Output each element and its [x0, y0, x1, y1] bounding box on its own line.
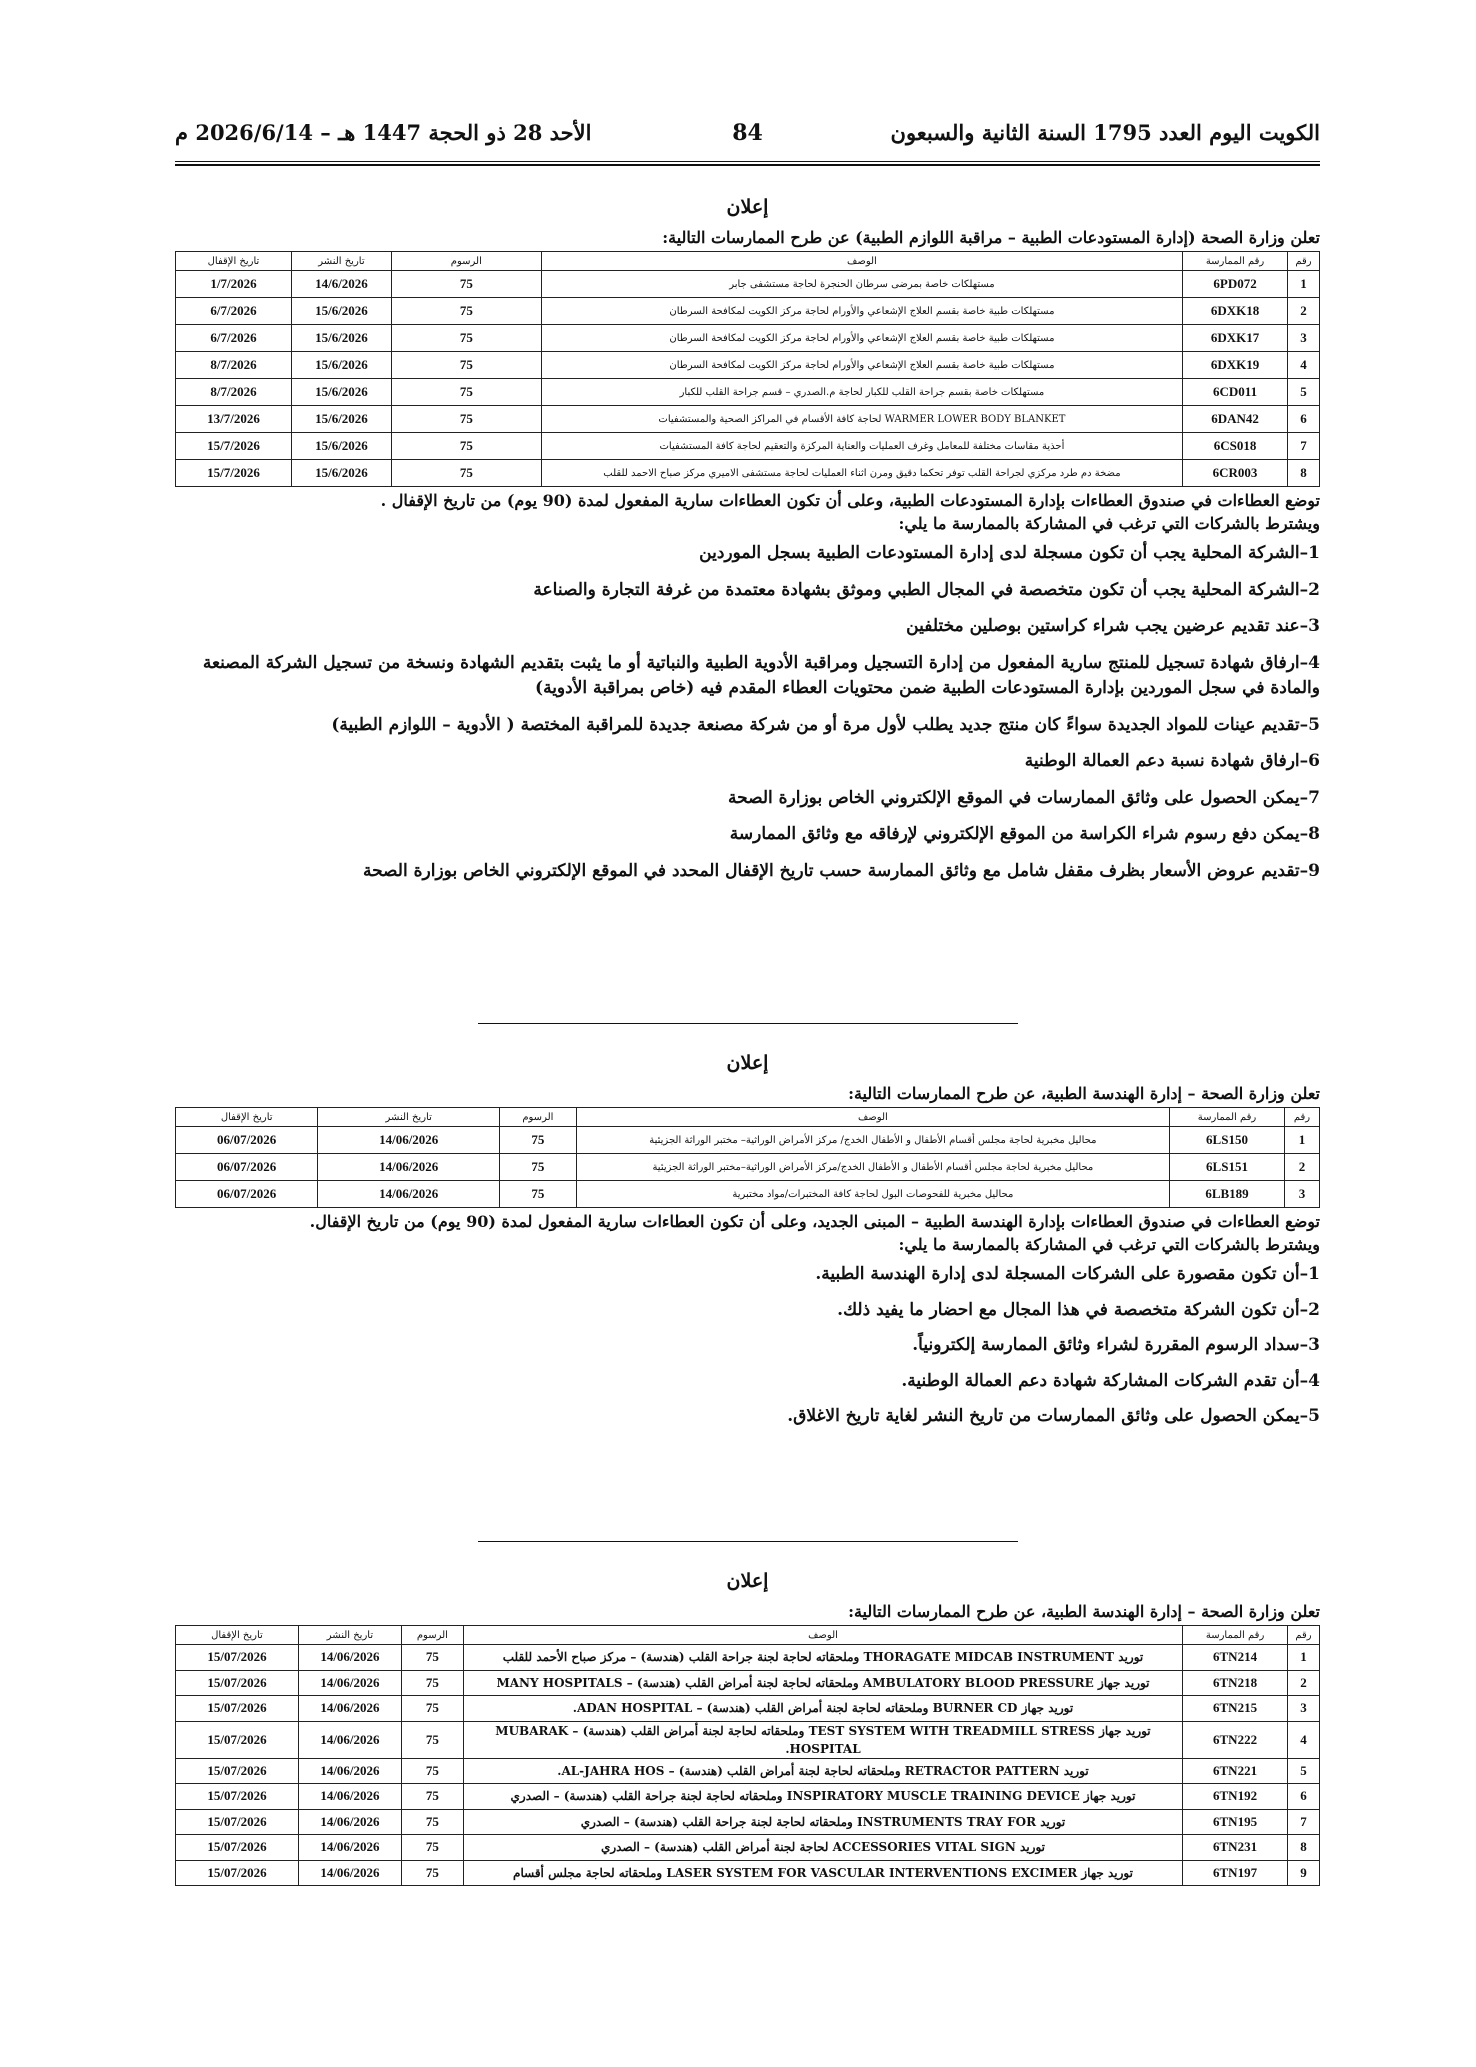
col-header-code: رقم الممارسة: [1183, 1626, 1288, 1645]
announcement-intro: تعلن وزارة الصحة – إدارة الهندسة الطبية، عن طرح الممارسات التالية:: [848, 1084, 1320, 1103]
cell-close: 6/7/2026: [176, 298, 292, 325]
cell-no: 8: [1288, 460, 1320, 487]
cell-code: 6TN222: [1183, 1721, 1288, 1758]
cell-close: 06/07/2026: [176, 1154, 318, 1181]
deposit-note: توضع العطاءات في صندوق العطاءات بإدارة المستودعات الطبية، وعلى أن تكون العطاءات سارية المفعول لمدة (90 يوم) من تاريخ الإقفال .: [380, 491, 1320, 510]
col-header-fee: الرسوم: [391, 252, 541, 271]
cell-desc: أحذية مقاسات مختلفة للمعامل وغرف العمليات والعناية المركزة والتعقيم لحاجة كافة المستشفيات: [541, 433, 1182, 460]
cell-code: 6LB189: [1170, 1181, 1285, 1208]
cell-no: 1: [1288, 271, 1320, 298]
cell-desc: WARMER LOWER BODY BLANKET لحاجة كافة الأقسام في المراكز الصحية والمستشفيات: [541, 406, 1182, 433]
cell-pub: 14/6/2026: [291, 271, 391, 298]
cell-pub: 14/06/2026: [298, 1670, 401, 1696]
cell-code: 6PD072: [1183, 271, 1288, 298]
cell-no: 1: [1288, 1645, 1320, 1671]
issue-date: الأحد 28 ذو الحجة 1447 هـ – 2026/6/14 م: [175, 120, 592, 145]
table-row: [176, 1784, 1320, 1810]
cell-close: 15/07/2026: [176, 1860, 299, 1886]
cell-fee: 75: [401, 1670, 463, 1696]
table-row: [176, 379, 1320, 406]
col-header-fee: الرسوم: [500, 1108, 577, 1127]
announcement-title: إعلان: [726, 196, 769, 218]
cell-fee: 75: [500, 1127, 577, 1154]
condition-item: 8–يمكن دفع رسوم شراء الكراسة من الموقع الإلكتروني لإرفاقه مع وثائق الممارسة: [729, 824, 1320, 845]
cell-no: 6: [1288, 406, 1320, 433]
cell-pub: 15/6/2026: [291, 298, 391, 325]
col-header-desc: الوصف: [576, 1108, 1169, 1127]
col-header-no: رقم: [1288, 252, 1320, 271]
col-header-close: تاريخ الإقفال: [176, 1626, 299, 1645]
col-header-desc: الوصف: [541, 252, 1182, 271]
cell-no: 4: [1288, 352, 1320, 379]
cell-close: 8/7/2026: [176, 352, 292, 379]
table-row: [176, 1127, 1320, 1154]
condition-item: 1–أن تكون مقصورة على الشركات المسجلة لدى إدارة الهندسة الطبية.: [815, 1264, 1320, 1285]
cell-close: 6/7/2026: [176, 325, 292, 352]
cell-desc: محاليل مخبرية لحاجة مجلس أقسام الأطفال و الأطفال الخدج/مركز الأمراض الوراثية–مختبر الوراثة الجزيئية: [576, 1154, 1169, 1181]
conditions-intro: ويشترط بالشركات التي ترغب في المشاركة بالممارسة ما يلي:: [898, 514, 1320, 534]
condition-item: 5–يمكن الحصول على وثائق الممارسات من تاريخ النشر لغاية تاريخ الاغلاق.: [787, 1406, 1320, 1427]
cell-pub: 14/06/2026: [298, 1721, 401, 1758]
cell-code: 6TN231: [1183, 1835, 1288, 1861]
cell-desc: مضخة دم طرد مركزي لجراحة القلب توفر تحكما دقيق ومرن اثناء العمليات لحاجة مستشفى الاميري مركز صباح الاحمد للقلب: [541, 460, 1182, 487]
cell-code: 6TN215: [1183, 1696, 1288, 1722]
table-row: [176, 352, 1320, 379]
cell-fee: 75: [401, 1784, 463, 1810]
cell-close: 06/07/2026: [176, 1127, 318, 1154]
cell-code: 6TN214: [1183, 1645, 1288, 1671]
cell-close: 15/07/2026: [176, 1645, 299, 1671]
cell-code: 6DXK17: [1183, 325, 1288, 352]
cell-pub: 14/06/2026: [318, 1154, 500, 1181]
cell-desc: توريد جهاز AMBULATORY BLOOD PRESSURE وملحقاته لحاجة لجنة أمراض القلب (هندسة) – MANY HOSPITALS: [463, 1670, 1182, 1696]
announcement-title: إعلان: [726, 1052, 769, 1074]
condition-item: 5–تقديم عينات للمواد الجديدة سواءً كان منتج جديد يطلب لأول مرة أو من شركة مصنعة جديدة للمراقبة المختصة ( الأدوية – اللوازم الطبية): [331, 714, 1320, 735]
cell-fee: 75: [391, 325, 541, 352]
table-row: [176, 325, 1320, 352]
announcement-biomedical-engineering-2: [175, 1570, 1320, 1886]
table-row: [176, 433, 1320, 460]
cell-desc: توريد RETRACTOR PATTERN وملحقاته لحاجة لجنة أمراض القلب (هندسة) – AL-JAHRA HOS.: [463, 1758, 1182, 1784]
cell-pub: 14/06/2026: [298, 1758, 401, 1784]
cell-pub: 14/06/2026: [318, 1127, 500, 1154]
header-rule: [175, 161, 1320, 166]
cell-close: 15/07/2026: [176, 1835, 299, 1861]
cell-close: 15/07/2026: [176, 1809, 299, 1835]
table-row: [176, 1835, 1320, 1861]
cell-desc: توريد جهاز LASER SYSTEM FOR VASCULAR INTERVENTIONS EXCIMER وملحقاته لحاجة مجلس أقسام: [463, 1860, 1182, 1886]
cell-desc: توريد جهاز TEST SYSTEM WITH TREADMILL STRESS وملحقاته لحاجة لجنة أمراض القلب (هندسة) – MUBARAK HOSPITAL.: [463, 1721, 1182, 1758]
table-header-row: [176, 1108, 1320, 1127]
cell-code: 6CD011: [1183, 379, 1288, 406]
cell-no: 9: [1288, 1860, 1320, 1886]
cell-fee: 75: [391, 379, 541, 406]
cell-close: 15/7/2026: [176, 460, 292, 487]
table-row: [176, 1696, 1320, 1722]
table-row: [176, 1809, 1320, 1835]
col-header-no: رقم: [1284, 1108, 1319, 1127]
cell-desc: مستهلكات خاصة بمرضى سرطان الحنجرة لحاجة مستشفى جابر: [541, 271, 1182, 298]
condition-item: 1–الشركة المحلية يجب أن تكون مسجلة لدى إدارة المستودعات الطبية بسجل الموردين: [699, 543, 1320, 564]
condition-item: 4–ارفاق شهادة تسجيل للمنتج سارية المفعول من إدارة التسجيل ومراقبة الأدوية الطبية والنباتية أو ما يثبت بتقديم الشهادة ونسخة من تسجيل الشركة المصنعة والمادة في سجل الموردين بإدارة المستودعات الطبية ضمن محتويات العطاء المقدم فيه (خاص بمراقبة الأدوية): [202, 652, 1320, 699]
cell-fee: 75: [401, 1645, 463, 1671]
tenders-table: [175, 1107, 1320, 1208]
cell-pub: 15/6/2026: [291, 325, 391, 352]
condition-item: 4–أن تقدم الشركات المشاركة شهادة دعم العمالة الوطنية.: [901, 1370, 1320, 1391]
cell-close: 1/7/2026: [176, 271, 292, 298]
cell-no: 7: [1288, 433, 1320, 460]
col-header-pub: تاريخ النشر: [291, 252, 391, 271]
cell-fee: 75: [391, 460, 541, 487]
cell-fee: 75: [401, 1721, 463, 1758]
col-header-code: رقم الممارسة: [1170, 1108, 1285, 1127]
cell-code: 6DAN42: [1183, 406, 1288, 433]
cell-close: 8/7/2026: [176, 379, 292, 406]
cell-pub: 14/06/2026: [298, 1860, 401, 1886]
announcement-medical-stores: [175, 196, 1320, 895]
cell-desc: مستهلكات طبية خاصة بقسم العلاج الإشعاعي والأورام لحاجة مركز الكويت لمكافحة السرطان: [541, 298, 1182, 325]
table-header-row: [176, 252, 1320, 271]
cell-close: 13/7/2026: [176, 406, 292, 433]
cell-fee: 75: [391, 406, 541, 433]
cell-no: 1: [1284, 1127, 1319, 1154]
cell-desc: محاليل مخبرية للفحوصات البول لحاجة كافة المختبرات/مواد مختبرية: [576, 1181, 1169, 1208]
cell-close: 15/07/2026: [176, 1758, 299, 1784]
col-header-close: تاريخ الإقفال: [176, 252, 292, 271]
cell-no: 8: [1288, 1835, 1320, 1861]
table-row: [176, 406, 1320, 433]
cell-fee: 75: [391, 298, 541, 325]
cell-desc: توريد ACCESSORIES VITAL SIGN لحاجة لجنة أمراض القلب (هندسة) – الصدري: [463, 1835, 1182, 1861]
condition-item: 3–عند تقديم عرضين يجب شراء كراستين بوصلين مختلفين: [906, 616, 1320, 637]
cell-code: 6LS150: [1170, 1127, 1285, 1154]
page-number: 84: [732, 120, 763, 146]
announcement-intro: تعلن وزارة الصحة (إدارة المستودعات الطبية – مراقبة اللوازم الطبية) عن طرح الممارسات التالية:: [662, 228, 1320, 247]
cell-fee: 75: [401, 1860, 463, 1886]
cell-fee: 75: [401, 1809, 463, 1835]
section-divider: [478, 1541, 1018, 1542]
cell-desc: توريد THORAGATE MIDCAB INSTRUMENT وملحقاته لحاجة لجنة جراحة القلب (هندسة) – مركز صباح الأحمد للقلب: [463, 1645, 1182, 1671]
cell-close: 15/07/2026: [176, 1696, 299, 1722]
announcement-biomedical-engineering-1: [175, 1052, 1320, 1440]
cell-pub: 14/06/2026: [318, 1181, 500, 1208]
table-row: [176, 298, 1320, 325]
cell-no: 2: [1284, 1154, 1319, 1181]
col-header-code: رقم الممارسة: [1183, 252, 1288, 271]
cell-close: 06/07/2026: [176, 1181, 318, 1208]
cell-pub: 14/06/2026: [298, 1645, 401, 1671]
cell-no: 6: [1288, 1784, 1320, 1810]
table-row: [176, 1758, 1320, 1784]
cell-pub: 15/6/2026: [291, 406, 391, 433]
cell-desc: محاليل مخبرية لحاجة مجلس أقسام الأطفال و الأطفال الخدج/ مركز الأمراض الوراثية– مختبر الوراثة الجزيئية: [576, 1127, 1169, 1154]
conditions-list: [175, 1262, 1320, 1430]
section-divider: [478, 1023, 1018, 1024]
col-header-desc: الوصف: [463, 1626, 1182, 1645]
condition-item: 2–الشركة المحلية يجب أن تكون متخصصة في المجال الطبي وموثق بشهادة معتمدة من غرفة التجارة والصناعة: [533, 579, 1320, 600]
col-header-pub: تاريخ النشر: [318, 1108, 500, 1127]
cell-close: 15/07/2026: [176, 1721, 299, 1758]
col-header-fee: الرسوم: [401, 1626, 463, 1645]
conditions-intro: ويشترط بالشركات التي ترغب في المشاركة بالممارسة ما يلي:: [898, 1235, 1320, 1255]
cell-code: 6TN221: [1183, 1758, 1288, 1784]
tenders-table: [175, 251, 1320, 487]
cell-code: 6CR003: [1183, 460, 1288, 487]
table-row: [176, 460, 1320, 487]
cell-pub: 14/06/2026: [298, 1784, 401, 1810]
table-row: [176, 271, 1320, 298]
cell-no: 5: [1288, 1758, 1320, 1784]
table-row: [176, 1154, 1320, 1181]
condition-item: 3–سداد الرسوم المقررة لشراء وثائق الممارسة إلكترونياً.: [912, 1335, 1320, 1356]
cell-fee: 75: [401, 1696, 463, 1722]
cell-no: 3: [1288, 325, 1320, 352]
conditions-list: [175, 541, 1320, 884]
running-header: [175, 120, 1320, 160]
cell-pub: 14/06/2026: [298, 1696, 401, 1722]
cell-close: 15/07/2026: [176, 1670, 299, 1696]
cell-code: 6TN197: [1183, 1860, 1288, 1886]
cell-fee: 75: [500, 1181, 577, 1208]
cell-code: 6TN218: [1183, 1670, 1288, 1696]
cell-no: 5: [1288, 379, 1320, 406]
condition-item: 2–أن تكون الشركة متخصصة في هذا المجال مع احضار ما يفيد ذلك.: [837, 1299, 1320, 1320]
cell-code: 6DXK18: [1183, 298, 1288, 325]
cell-desc: توريد جهاز INSPIRATORY MUSCLE TRAINING DEVICE وملحقاته لحاجة لجنة جراحة القلب (هندسة) – الصدري: [463, 1784, 1182, 1810]
cell-code: 6TN192: [1183, 1784, 1288, 1810]
cell-pub: 15/6/2026: [291, 460, 391, 487]
cell-pub: 15/6/2026: [291, 433, 391, 460]
cell-no: 4: [1288, 1721, 1320, 1758]
announcement-intro: تعلن وزارة الصحة – إدارة الهندسة الطبية، عن طرح الممارسات التالية:: [848, 1602, 1320, 1621]
cell-desc: توريد جهاز BURNER CD وملحقاته لحاجة لجنة أمراض القلب (هندسة) – ADAN HOSPITAL.: [463, 1696, 1182, 1722]
cell-no: 3: [1288, 1696, 1320, 1722]
table-row: [176, 1645, 1320, 1671]
cell-desc: مستهلكات طبية خاصة بقسم العلاج الإشعاعي والأورام لحاجة مركز الكويت لمكافحة السرطان: [541, 325, 1182, 352]
cell-code: 6LS151: [1170, 1154, 1285, 1181]
cell-fee: 75: [500, 1154, 577, 1181]
condition-item: 7–يمكن الحصول على وثائق الممارسات في الموقع الإلكتروني الخاص بوزارة الصحة: [727, 787, 1320, 808]
col-header-no: رقم: [1288, 1626, 1320, 1645]
col-header-close: تاريخ الإقفال: [176, 1108, 318, 1127]
cell-fee: 75: [391, 271, 541, 298]
deposit-note: توضع العطاءات في صندوق العطاءات بإدارة الهندسة الطبية – المبنى الجديد، وعلى أن تكون العطاءات سارية المفعول لمدة (90 يوم) من تاريخ الإقفال.: [309, 1212, 1320, 1231]
table-row: [176, 1670, 1320, 1696]
cell-desc: مستهلكات خاصة بقسم جراحة القلب للكبار لحاجة م.الصدري – قسم جراحة القلب للكبار: [541, 379, 1182, 406]
cell-no: 7: [1288, 1809, 1320, 1835]
cell-code: 6TN195: [1183, 1809, 1288, 1835]
cell-close: 15/07/2026: [176, 1784, 299, 1810]
cell-pub: 14/06/2026: [298, 1835, 401, 1861]
table-header-row: [176, 1626, 1320, 1645]
cell-fee: 75: [401, 1758, 463, 1784]
cell-close: 15/7/2026: [176, 433, 292, 460]
cell-fee: 75: [401, 1835, 463, 1861]
cell-no: 3: [1284, 1181, 1319, 1208]
table-row: [176, 1860, 1320, 1886]
table-row: [176, 1721, 1320, 1758]
table-row: [176, 1181, 1320, 1208]
cell-pub: 15/6/2026: [291, 379, 391, 406]
cell-no: 2: [1288, 298, 1320, 325]
condition-item: 6–ارفاق شهادة نسبة دعم العمالة الوطنية: [1024, 751, 1320, 772]
cell-desc: مستهلكات طبية خاصة بقسم العلاج الإشعاعي والأورام لحاجة مركز الكويت لمكافحة السرطان: [541, 352, 1182, 379]
condition-item: 9–تقديم عروض الأسعار بظرف مقفل شامل مع وثائق الممارسة حسب تاريخ الإقفال المحدد في الموقع الإلكتروني الخاص بوزارة الصحة: [362, 860, 1320, 881]
cell-desc: توريد INSTRUMENTS TRAY FOR وملحقاته لحاجة لجنة جراحة القلب (هندسة) – الصدري: [463, 1809, 1182, 1835]
announcement-title: إعلان: [726, 1570, 769, 1592]
cell-fee: 75: [391, 352, 541, 379]
col-header-pub: تاريخ النشر: [298, 1626, 401, 1645]
issue-info: الكويت اليوم العدد 1795 السنة الثانية والسبعون: [890, 120, 1320, 145]
cell-fee: 75: [391, 433, 541, 460]
tenders-table: [175, 1625, 1320, 1886]
cell-pub: 14/06/2026: [298, 1809, 401, 1835]
cell-code: 6CS018: [1183, 433, 1288, 460]
cell-no: 2: [1288, 1670, 1320, 1696]
cell-pub: 15/6/2026: [291, 352, 391, 379]
cell-code: 6DXK19: [1183, 352, 1288, 379]
